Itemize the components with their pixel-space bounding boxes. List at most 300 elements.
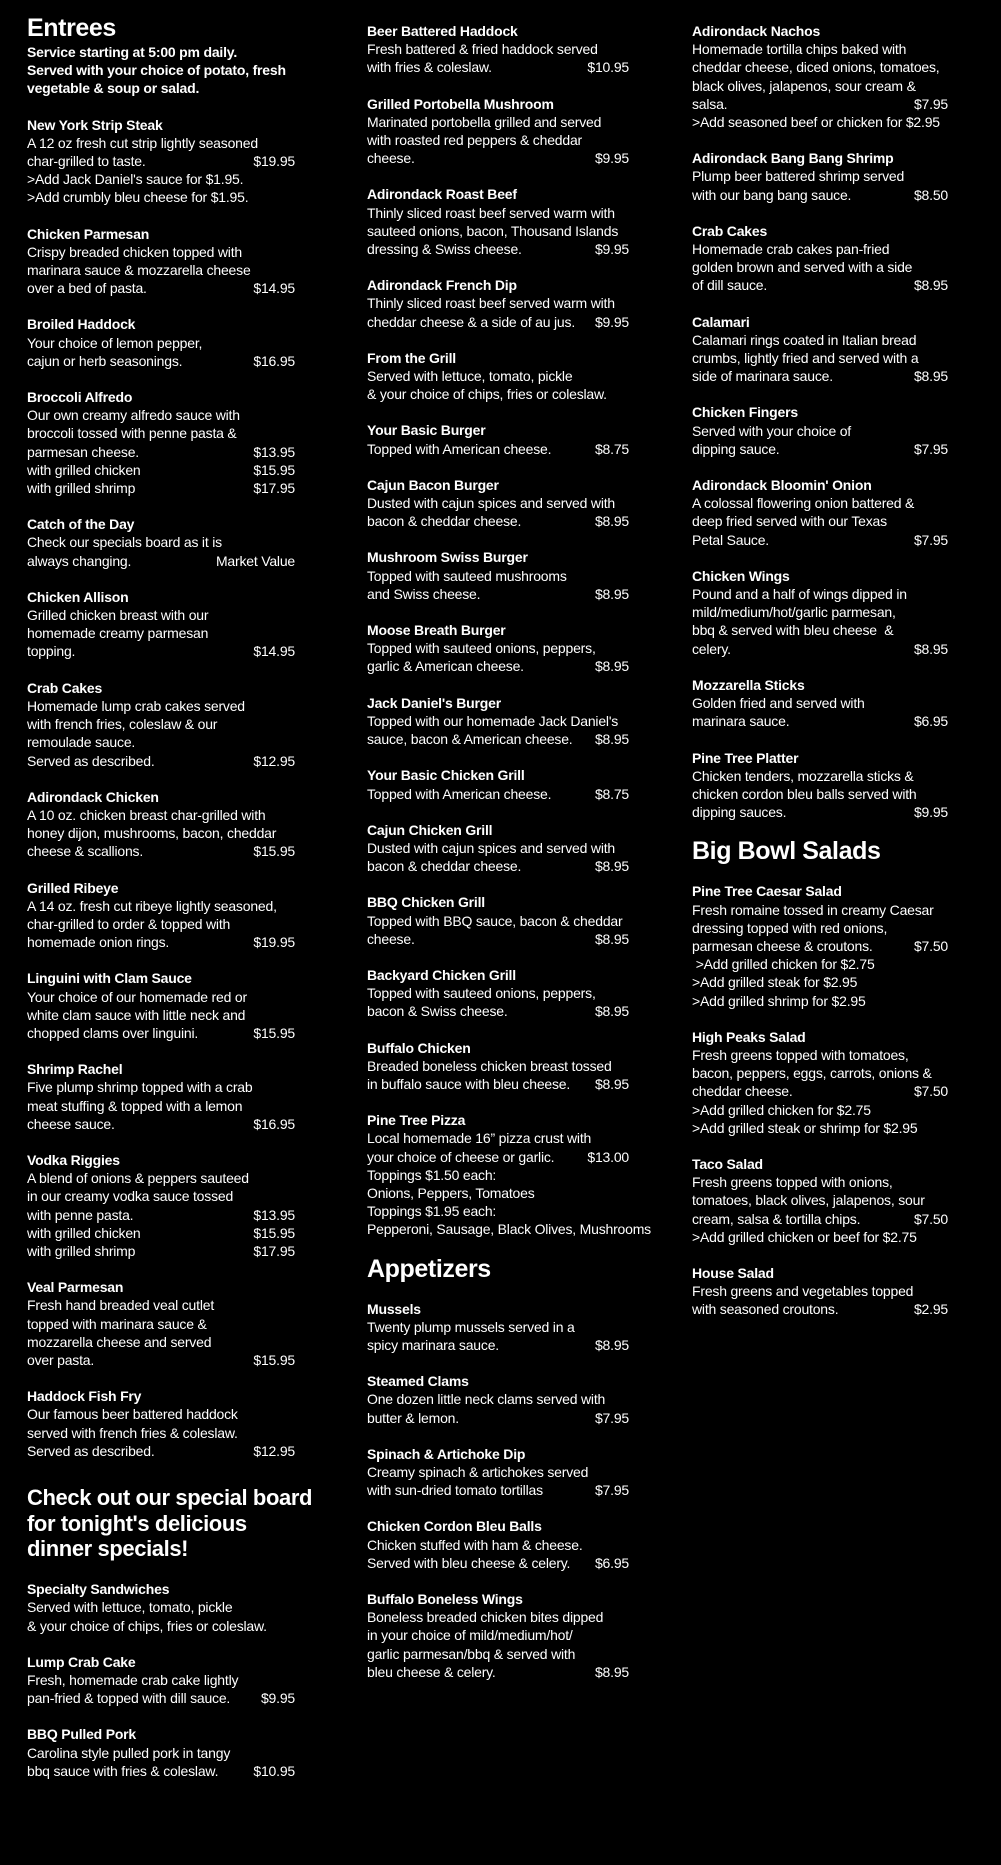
item-line <box>27 933 295 951</box>
item-price: $7.50 <box>913 1210 948 1227</box>
item-description: honey dijon, mushrooms, bacon, cheddar <box>27 825 277 842</box>
menu-item <box>27 225 295 298</box>
item-line <box>27 624 295 642</box>
item-price: $8.95 <box>594 1663 629 1680</box>
item-description: dipping sauce. <box>692 440 780 457</box>
item-description: >Add seasoned beef or chicken for $2.95 <box>692 114 940 131</box>
item-line <box>27 715 295 733</box>
item-description: bbq & served with bleu cheese & <box>692 622 894 639</box>
item-description: marinara sauce & mozzarella cheese <box>27 262 251 279</box>
item-price: $8.95 <box>594 930 629 947</box>
item-line <box>367 839 629 857</box>
item-line <box>692 186 948 204</box>
item-name: Adirondack Nachos <box>692 23 821 39</box>
item-line <box>692 955 948 973</box>
item-description: broccoli tossed with penne pasta & <box>27 425 237 442</box>
item-description: crumbs, lightly fried and served with a <box>692 350 919 367</box>
menu-item <box>692 676 948 731</box>
item-line <box>27 1078 295 1096</box>
item-line <box>692 1119 948 1137</box>
item-line <box>692 1300 948 1318</box>
item-line <box>27 1689 295 1707</box>
item-description: with penne pasta. <box>27 1206 134 1223</box>
item-price: $17.95 <box>253 1242 295 1259</box>
item-description: Served with lettuce, tomato, pickle <box>367 368 573 385</box>
item-price: $8.95 <box>594 1336 629 1353</box>
item-description: served with french fries & coleslaw. <box>27 1424 238 1441</box>
item-line <box>27 642 295 660</box>
menu-item <box>367 421 629 457</box>
item-name: Lump Crab Cake <box>27 1653 136 1670</box>
item-description: homemade onion rings. <box>27 934 170 951</box>
item-description: Homemade tortilla chips baked with <box>692 41 907 58</box>
item-line <box>692 77 948 95</box>
menu-item <box>367 1372 629 1427</box>
menu-item <box>367 349 629 404</box>
item-line <box>692 621 948 639</box>
item-description: >Add grilled shrimp for $2.95 <box>692 992 866 1009</box>
item-line <box>27 842 295 860</box>
item-description: Fresh battered & fried haddock served <box>367 41 598 58</box>
item-price: $15.95 <box>253 1224 295 1241</box>
item-price: $9.95 <box>594 313 629 330</box>
item-price: $8.75 <box>594 440 629 457</box>
item-description: topped with marinara sauce & <box>27 1315 207 1332</box>
item-line <box>27 152 295 170</box>
item-line <box>692 95 948 113</box>
item-description: char-grilled to order & topped with <box>27 915 231 932</box>
item-line <box>367 1626 629 1644</box>
menu-item <box>692 1264 948 1319</box>
item-name: Chicken Wings <box>692 567 790 584</box>
item-description: One dozen little neck clams served with <box>367 1391 606 1408</box>
item-description: A 10 oz. chicken breast char-grilled with <box>27 806 266 823</box>
item-description: in your choice of mild/medium/hot/ <box>367 1627 573 1644</box>
item-line <box>27 1206 295 1224</box>
item-line <box>692 937 948 955</box>
item-description: chicken cordon bleu balls served with <box>692 785 917 802</box>
item-line <box>367 1536 629 1554</box>
item-description: remoulade sauce. <box>27 734 136 751</box>
item-description: butter & lemon. <box>367 1409 459 1426</box>
menu-item <box>27 679 295 770</box>
section-heading: Big Bowl Salads <box>692 837 881 866</box>
item-name: Adirondack Bang Bang Shrimp <box>692 150 894 167</box>
item-line <box>27 1097 295 1115</box>
item-line <box>692 276 948 294</box>
item-name: BBQ Pulled Pork <box>27 1726 137 1743</box>
item-description: Your choice of lemon pepper, <box>27 334 203 351</box>
item-name: Calamari <box>692 313 750 330</box>
item-description: always changing. <box>27 552 132 569</box>
item-name: Pine Tree Platter <box>692 749 799 766</box>
item-name: Cajun Chicken Grill <box>367 821 493 838</box>
item-name: Your Basic Chicken Grill <box>367 767 525 784</box>
item-line <box>27 279 295 297</box>
item-description: bacon & Swiss cheese. <box>367 1003 508 1020</box>
item-description: cheese. <box>367 930 415 947</box>
item-price: $8.95 <box>594 513 629 530</box>
item-description: Your choice of our homemade red or <box>27 988 247 1005</box>
menu-item <box>367 1590 629 1681</box>
item-description: dressing topped with red onions, <box>692 919 888 936</box>
item-description: cream, salsa & tortilla chips. <box>692 1210 861 1227</box>
item-description: Creamy spinach & artichokes served <box>367 1463 589 1480</box>
item-line <box>367 240 629 258</box>
item-line <box>367 313 629 331</box>
item-description: A blend of onions & peppers sauteed <box>27 1170 249 1187</box>
item-price: $13.95 <box>253 443 295 460</box>
item-price: $15.95 <box>253 843 295 860</box>
item-line <box>27 752 295 770</box>
menu-item <box>27 1278 295 1369</box>
item-line <box>367 1554 629 1572</box>
item-name: Grilled Portobella Mushroom <box>367 95 554 112</box>
item-description: Plump beer battered shrimp served <box>692 168 905 185</box>
item-line <box>692 919 948 937</box>
item-line <box>692 1101 948 1119</box>
item-description: Local homemade 16” pizza crust with <box>367 1130 592 1147</box>
item-description: Fresh greens and vegetables topped <box>692 1283 914 1300</box>
item-description: Our own creamy alfredo sauce with <box>27 407 240 424</box>
item-description: & your choice of chips, fries or coleslaw. <box>27 1617 267 1634</box>
item-line <box>27 1424 295 1442</box>
item-line <box>27 915 295 933</box>
item-description: sauteed onions, bacon, Thousand Islands <box>367 222 619 239</box>
item-line <box>367 1318 629 1336</box>
menu-item <box>692 476 948 549</box>
item-name: From the Grill <box>367 349 456 366</box>
menu-item <box>27 1060 295 1133</box>
item-description: Golden fried and served with <box>692 695 865 712</box>
item-name: Buffalo Chicken <box>367 1039 471 1056</box>
item-description: Dusted with cajun spices and served with <box>367 839 616 856</box>
item-name: Veal Parmesan <box>27 1279 124 1296</box>
item-description: A 12 oz fresh cut strip lightly seasoned <box>27 134 258 151</box>
item-price: $6.95 <box>913 713 948 730</box>
item-description: cheddar cheese & a side of au jus. <box>367 313 576 330</box>
item-price: $8.95 <box>594 858 629 875</box>
item-description: Topped with sauteed onions, peppers, <box>367 985 596 1002</box>
item-line <box>367 785 629 803</box>
item-name: Adirondack Chicken <box>27 788 159 805</box>
item-line <box>367 440 629 458</box>
item-line <box>367 294 629 312</box>
item-line <box>27 1744 295 1762</box>
item-line <box>27 1169 295 1187</box>
item-line <box>27 170 295 188</box>
item-description: A 14 oz. fresh cut ribeye lightly seasoned, <box>27 897 277 914</box>
item-description: >Add Jack Daniel's sauce for $1.95. <box>27 171 244 188</box>
item-line <box>367 1202 629 1220</box>
menu-item <box>367 893 629 948</box>
item-line <box>692 58 948 76</box>
item-line <box>367 149 629 167</box>
item-price: $9.95 <box>260 1690 295 1707</box>
item-line <box>692 1282 948 1300</box>
item-description: bacon, peppers, eggs, carrots, onions & <box>692 1065 932 1082</box>
item-line <box>27 352 295 370</box>
item-description: meat stuffing & topped with a lemon <box>27 1097 243 1114</box>
item-description: over pasta. <box>27 1351 95 1368</box>
item-name: Adirondack Roast Beef <box>367 186 517 203</box>
intro-line: Served with your choice of potato, fresh <box>27 62 286 79</box>
item-line <box>692 331 948 349</box>
menu-item <box>27 1725 295 1780</box>
item-price: $15.95 <box>253 461 295 478</box>
section-intro <box>27 43 295 98</box>
item-line <box>27 697 295 715</box>
item-name: Crab Cakes <box>692 222 768 239</box>
item-description: golden brown and served with a side <box>692 259 913 276</box>
menu-item <box>367 548 629 603</box>
item-description: Fresh greens topped with tomatoes, <box>692 1046 909 1063</box>
item-line <box>27 1442 295 1460</box>
menu-item <box>27 388 295 497</box>
item-name: Specialty Sandwiches <box>27 1581 170 1598</box>
item-line <box>27 334 295 352</box>
item-line <box>367 222 629 240</box>
promo-line: Check out our special board <box>27 1485 313 1510</box>
menu-item <box>27 1653 295 1708</box>
item-price: $7.95 <box>913 440 948 457</box>
item-line <box>367 567 629 585</box>
item-line <box>367 367 629 385</box>
item-line <box>27 1405 295 1423</box>
item-line <box>367 1663 629 1681</box>
item-line <box>692 973 948 991</box>
item-line <box>367 1148 629 1166</box>
item-description: bacon & cheddar cheese. <box>367 858 522 875</box>
item-description: topping. <box>27 643 76 660</box>
section-heading: Entrees <box>27 14 116 42</box>
item-name: Mussels <box>367 1300 421 1317</box>
item-description: Topped with our homemade Jack Daniel's <box>367 712 619 729</box>
item-line <box>692 901 948 919</box>
item-description: Served with bleu cheese & celery. <box>367 1554 571 1571</box>
item-description: >Add grilled chicken or beef for $2.75 <box>692 1228 917 1245</box>
item-name: Catch of the Day <box>27 516 135 533</box>
item-description: Thinly sliced roast beef served warm with <box>367 295 615 312</box>
item-price: $16.95 <box>253 352 295 369</box>
item-price: $8.95 <box>913 277 948 294</box>
menu-column-1 <box>27 14 313 1798</box>
item-name: Adirondack French Dip <box>367 277 517 294</box>
menu-item <box>27 1580 295 1635</box>
item-line <box>367 912 629 930</box>
menu-item <box>692 567 948 658</box>
item-line <box>692 603 948 621</box>
item-price: $7.50 <box>913 1083 948 1100</box>
menu-item <box>367 1300 629 1355</box>
item-name: Chicken Cordon Bleu Balls <box>367 1518 542 1535</box>
item-line <box>367 385 629 403</box>
intro-line: vegetable & soup or salad. <box>27 80 200 97</box>
item-description: Boneless breaded chicken bites dipped <box>367 1609 604 1626</box>
item-description: >Add grilled steak for $2.95 <box>692 974 858 991</box>
item-line <box>27 606 295 624</box>
item-name: Your Basic Burger <box>367 422 486 439</box>
item-line <box>692 585 948 603</box>
item-line <box>27 806 295 824</box>
item-price: $9.95 <box>913 804 948 821</box>
item-description: garlic parmesan/bbq & served with <box>367 1645 576 1662</box>
item-price: $7.95 <box>594 1482 629 1499</box>
item-price: $15.95 <box>253 1024 295 1041</box>
item-price: $8.95 <box>594 585 629 602</box>
item-description: Onions, Peppers, Tomatoes <box>367 1184 535 1201</box>
item-line <box>27 533 295 551</box>
item-line <box>27 479 295 497</box>
item-description: Topped with American cheese. <box>367 785 552 802</box>
menu-item <box>367 766 629 802</box>
menu-item <box>367 276 629 331</box>
item-description: white clam sauce with little neck and <box>27 1006 246 1023</box>
menu-item <box>367 694 629 749</box>
item-line <box>692 367 948 385</box>
menu-item <box>367 1517 629 1572</box>
item-name: Crab Cakes <box>27 679 103 696</box>
item-description: celery. <box>692 640 731 657</box>
item-line <box>367 857 629 875</box>
item-line <box>27 424 295 442</box>
item-line <box>367 639 629 657</box>
item-line <box>692 531 948 549</box>
item-line <box>692 1173 948 1191</box>
item-description: >Add crumbly bleu cheese for $1.95. <box>27 189 249 206</box>
item-line <box>27 824 295 842</box>
item-description: Five plump shrimp topped with a crab <box>27 1079 253 1096</box>
item-price: $9.95 <box>594 241 629 258</box>
item-description: with grilled chicken <box>27 461 141 478</box>
item-price: $6.95 <box>594 1554 629 1571</box>
item-description: sauce, bacon & American cheese. <box>367 731 573 748</box>
item-description: garlic & American cheese. <box>367 658 524 675</box>
item-price: $17.95 <box>253 480 295 497</box>
item-price: Market Value <box>215 552 295 569</box>
menu-column-3 <box>692 22 948 1337</box>
promo-text <box>27 1485 313 1562</box>
item-line <box>27 552 295 570</box>
menu-item <box>27 788 295 861</box>
item-description: mozzarella cheese and served <box>27 1333 212 1350</box>
item-description: with grilled shrimp <box>27 480 136 497</box>
item-description: Pepperoni, Sausage, Black Olives, Mushrooms <box>367 1221 651 1238</box>
item-line <box>27 1617 295 1635</box>
item-name: Steamed Clams <box>367 1373 469 1390</box>
item-name: Mushroom Swiss Burger <box>367 549 528 566</box>
menu-item <box>692 222 948 295</box>
menu-item <box>367 621 629 676</box>
menu-item <box>692 149 948 204</box>
item-name: House Salad <box>692 1264 774 1281</box>
item-price: $19.95 <box>253 153 295 170</box>
item-line <box>27 1006 295 1024</box>
item-description: over a bed of pasta. <box>27 280 147 297</box>
item-description: char-grilled to taste. <box>27 153 146 170</box>
item-line <box>692 512 948 530</box>
item-description: mild/medium/hot/garlic parmesan, <box>692 604 896 621</box>
menu-item <box>27 515 295 570</box>
item-line <box>27 406 295 424</box>
item-line <box>367 204 629 222</box>
item-name: Pine Tree Pizza <box>367 1112 466 1129</box>
menu-item <box>692 1028 948 1137</box>
menu-item <box>692 403 948 458</box>
item-description: cheese sauce. <box>27 1115 115 1132</box>
item-description: cheese & scallions. <box>27 843 144 860</box>
item-name: Spinach & Artichoke Dip <box>367 1445 526 1462</box>
item-line <box>692 258 948 276</box>
item-line <box>367 58 629 76</box>
item-description: A colossal flowering onion battered & <box>692 495 915 512</box>
item-line <box>27 261 295 279</box>
item-description: homemade creamy parmesan <box>27 625 209 642</box>
item-name: Jack Daniel's Burger <box>367 694 501 711</box>
item-description: Chicken tenders, mozzarella sticks & <box>692 767 914 784</box>
menu-item <box>692 882 948 1009</box>
item-price: $10.95 <box>587 59 629 76</box>
menu-item <box>27 588 295 661</box>
item-price: $8.50 <box>913 186 948 203</box>
item-description: Marinated portobella grilled and served <box>367 113 602 130</box>
item-line <box>367 585 629 603</box>
item-name: Taco Salad <box>692 1155 763 1172</box>
item-description: bbq sauce with fries & coleslaw. <box>27 1762 219 1779</box>
item-line <box>692 767 948 785</box>
item-line <box>27 134 295 152</box>
item-line <box>692 422 948 440</box>
item-line <box>367 1129 629 1147</box>
item-description: Check our specials board as it is <box>27 534 222 551</box>
item-line <box>692 349 948 367</box>
item-line <box>692 1228 948 1246</box>
item-name: New York Strip Steak <box>27 116 163 133</box>
item-line <box>367 1645 629 1663</box>
item-line <box>367 113 629 131</box>
item-description: salsa. <box>692 95 728 112</box>
item-name: Adirondack Bloomin' Onion <box>692 477 872 494</box>
item-line <box>367 1075 629 1093</box>
menu-item <box>367 95 629 168</box>
item-description: black olives, jalapenos, sour cream & <box>692 77 916 94</box>
item-line <box>692 440 948 458</box>
item-line <box>367 1409 629 1427</box>
item-line <box>367 730 629 748</box>
item-description: Chicken stuffed with ham & cheese. <box>367 1536 583 1553</box>
item-price: $7.95 <box>913 531 948 548</box>
item-description: Toppings $1.50 each: <box>367 1166 497 1183</box>
item-description: deep fried served with our Texas <box>692 513 887 530</box>
item-description: your choice of cheese or garlic. <box>367 1148 555 1165</box>
item-line <box>27 1024 295 1042</box>
promo-line: dinner specials! <box>27 1536 189 1562</box>
item-line <box>367 1184 629 1202</box>
item-line <box>367 1481 629 1499</box>
item-line <box>367 657 629 675</box>
item-line <box>367 712 629 730</box>
item-description: cheddar cheese. <box>692 1083 793 1100</box>
item-price: $7.95 <box>594 1409 629 1426</box>
item-price: $10.95 <box>253 1762 295 1779</box>
item-price: $7.95 <box>913 95 948 112</box>
item-description: pan-fried & topped with dill sauce. <box>27 1690 231 1707</box>
item-price: $13.95 <box>253 1206 295 1223</box>
item-name: Broccoli Alfredo <box>27 389 133 406</box>
item-name: Cajun Bacon Burger <box>367 476 499 493</box>
item-description: >Add grilled chicken for $2.75 <box>692 1101 871 1118</box>
item-line <box>367 40 629 58</box>
